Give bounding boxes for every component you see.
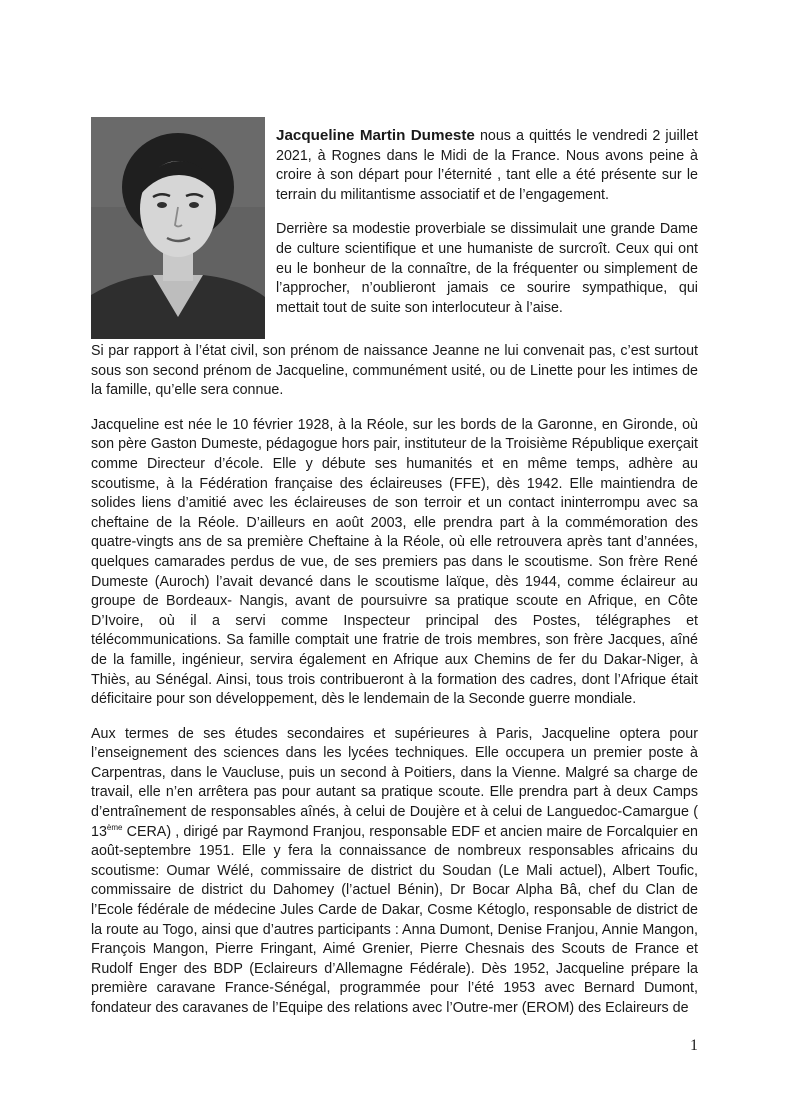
- body-text: [91, 342, 698, 1034]
- intro-section: [276, 126, 698, 318]
- ordinal-superscript: ème: [106, 822, 123, 832]
- body-paragraph-3: [91, 725, 698, 1019]
- body-paragraph-3-part-b: CERA) , dirigé par Raymond Franjou, responsable EDF et ancien maire de Forcalquier en août-septembre 1951. Elle y fera la connaissance de nombreux responsables africains du scoutisme: Oumar Wélé, commissaire de district du Soudan (Le Mali actuel), Albert Toufic, commissaire de district du Dahomey (l’actuel Bénin), Dr Bocar Alpha Bâ, chef du Clan de l’Ecole fédérale de médecine Jules Carde de Dakar, Cosme Kétoglo, responsable de district de la route au Togo, ainsi que d’autres participants : Anna Dumont, Denise Franjou, Annie Mangon, François Mangon, Pierre Fringant, Aimé Grenier, Pierre Chesnais des Scouts de France et Rudolf Enger des BDP (Eclaireurs d’Allemagne Fédérale). Dès 1952, Jacqueline prépare la première caravane France-Sénégal, programmée pour l’été 1953 avec Bernard Dumont, fondateur des caravanes de l’Equipe des relations avec l’Outre-mer (EROM) des Eclaireurs de: [91, 823, 698, 1016]
- intro-paragraph-2: Derrière sa modestie proverbiale se dissimulait une grande Dame de culture scientifique et une humaniste de surcroît. Ceux qui ont eu le bonheur de la connaître, de la fréquenter ou simplement de l’approcher, n’oublieront jamais ce sourire sympathique, qui mettait tout de suite son interlocuteur à l’aise.: [276, 221, 698, 316]
- intro-paragraph-1-text: nous a quittés le vendredi 2 juillet 2021, à Rognes dans le Midi de la France. Nous avons peine à croire à son départ pour l’éternité , tant elle a été présente sur le terrain du militantisme associatif et de l’engagement.: [276, 128, 698, 203]
- portrait-image: [91, 117, 265, 339]
- person-name: Jacqueline Martin Dumeste: [276, 127, 475, 144]
- page-number: 1: [690, 1037, 698, 1054]
- body-paragraph-2: Jacqueline est née le 10 février 1928, à la Réole, sur les bords de la Garonne, en Gironde, où son père Gaston Dumeste, pédagogue hors pair, instituteur de la Troisième République exerçait comme Directeur d’école. Elle y débute ses humanités et en même temps, adhère au scoutisme, à la Fédération française des éclaireuses (FFE), dès 1942. Elle maintiendra de solides liens d’amitié avec les éclaireuses de son terroir et un contact ininterrompu avec sa cheftaine de la Réole. D’ailleurs en août 2003, elle prendra part à la commémoration des quatre-vingts ans de sa première Cheftaine à la Réole, où elle retrouvera après tant d’années, quelques camarades perdus de vue, de ses premiers pas dans le scoutisme. Son frère René Dumeste (Auroch) l’avait devancé dans le scoutisme laïque, dès 1944, comme éclaireur au groupe de Bordeaux- Nangis, avant de poursuivre sa pratique scoute en Afrique, en Côte D’Ivoire, où il a servi comme Inspecteur principal des Postes, télégraphes et télécommunications. Sa famille comptait une fratrie de trois membres, son frère Jacques, aîné de la famille, ingénieur, servira également en Afrique aux Chemins de fer du Dakar-Niger, à Thiès, au Sénégal. Ainsi, tous trois contribueront à la formation des cadres, dont l’Afrique était déficitaire pour son développement, dès le lendemain de la Seconde guerre mondiale.: [91, 416, 698, 708]
- intro-paragraph-1: [276, 126, 698, 205]
- body-paragraph-1: Si par rapport à l’état civil, son prénom de naissance Jeanne ne lui convenait pas, c’est surtout sous son second prénom de Jacqueline, communément usité, ou de Linette pour les intimes de la famille, qu’elle sera connue.: [91, 343, 698, 399]
- body-paragraph-3-part-a: Aux termes de ses études secondaires et supérieures à Paris, Jacqueline optera pour l’enseignement des sciences dans les lycées techniques. Elle occupera un premier poste à Carpentras, dans le Vaucluse, puis un second à Poitiers, dans la Vienne. Malgré sa charge de travail, elle n’en arrêtera pas pour autant sa pratique scoute. Elle prendra part à deux Camps d’entraînement de responsables aînés, à celui de Doujère et à celui de Languedoc-Camargue ( 13: [91, 725, 698, 840]
- portrait-photo: [91, 117, 265, 339]
